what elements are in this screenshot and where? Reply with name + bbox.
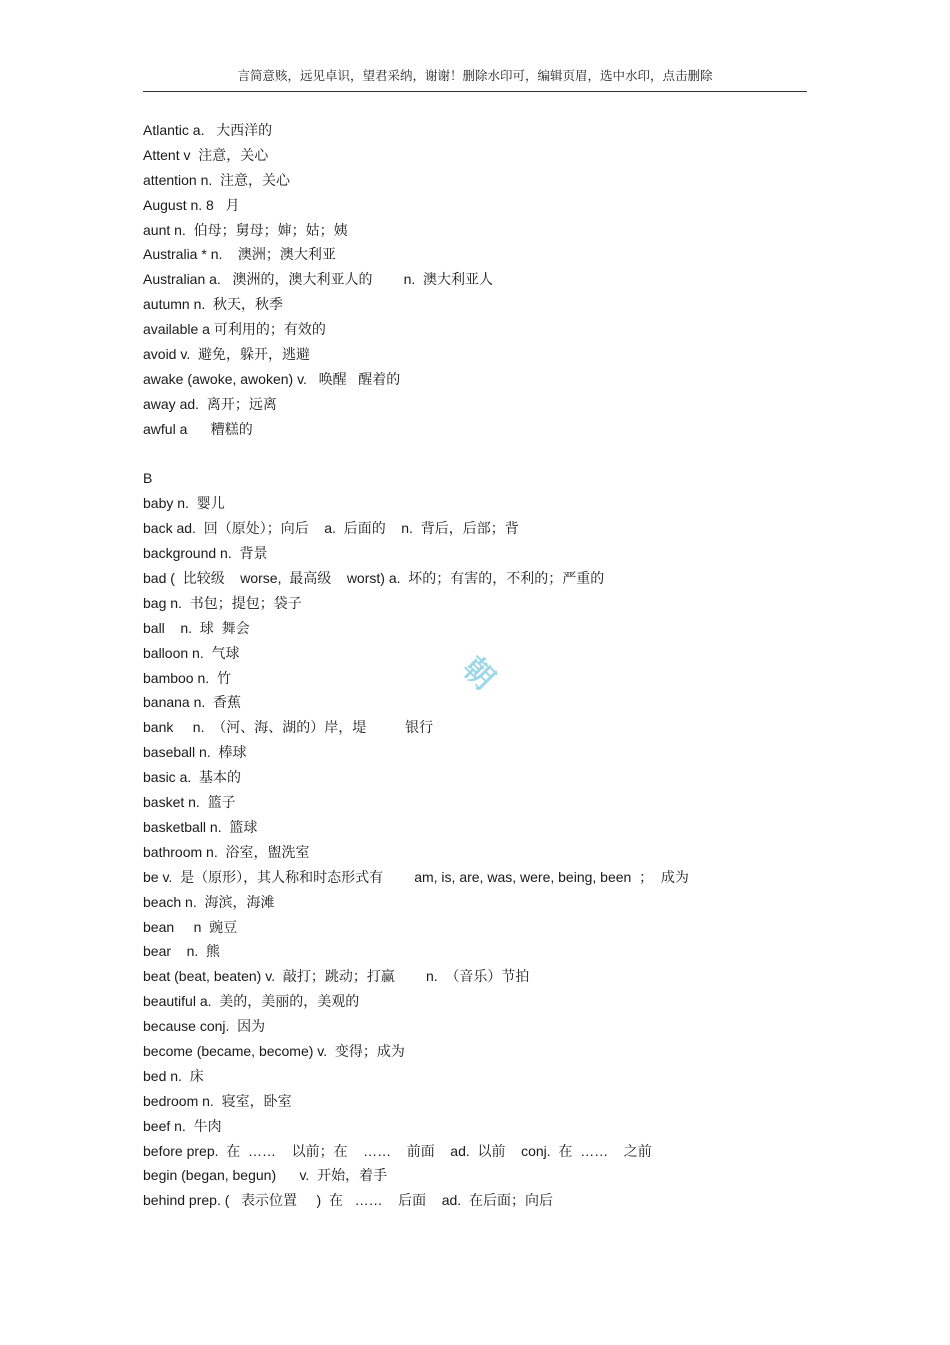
vocabulary-entry: bear n. 熊 xyxy=(143,943,221,960)
vocabulary-entry: beat (beat, beaten) v. 敲打；跳动；打赢 n. （音乐）节拍 xyxy=(143,968,530,985)
vocabulary-entry: before prep. 在 …… 以前；在 …… 前面 ad. 以前 conj. 在 …… 之前 xyxy=(143,1142,652,1159)
vocabulary-list xyxy=(143,118,843,1213)
vocabulary-entry: bamboo n. 竹 xyxy=(143,669,231,686)
vocabulary-entry: autumn n. 秋天，秋季 xyxy=(143,296,284,313)
vocabulary-entry: August n. 8 月 xyxy=(143,196,240,213)
vocabulary-entry: Attent v 注意，关心 xyxy=(143,146,269,163)
vocabulary-entry: available a 可利用的；有效的 xyxy=(143,321,326,338)
vocabulary-entry: bad ( 比较级 worse, 最高级 worst) a. 坏的；有害的，不利的；严重的 xyxy=(143,570,605,587)
vocabulary-entry: Australia * n. 澳洲；澳大利亚 xyxy=(143,246,336,263)
vocabulary-entry: balloon n. 气球 xyxy=(143,644,240,661)
vocabulary-entry: Atlantic a. 大西洋的 xyxy=(143,122,273,138)
vocabulary-entry: beef n. 牛肉 xyxy=(143,1117,222,1134)
vocabulary-entry: bean n 豌豆 xyxy=(143,918,238,935)
vocabulary-entry: banana n. 香蕉 xyxy=(143,694,242,711)
vocabulary-entry: attention n. 注意，关心 xyxy=(143,171,291,188)
section-letter: B xyxy=(143,470,153,487)
watermark-stamp: 朝 xyxy=(455,650,502,697)
vocabulary-entry: avoid v. 避免，躲开，逃避 xyxy=(143,346,310,363)
vocabulary-entry: basketball n. 篮球 xyxy=(143,818,258,835)
vocabulary-entry: be v. 是（原形），其人称和时态形式有 am, is, are, was, were, being, been ； 成为 xyxy=(143,868,689,885)
vocabulary-entry: bank n. （河、海、湖的）岸，堤 银行 xyxy=(143,719,434,736)
vocabulary-entry: basket n. 篮子 xyxy=(143,794,236,811)
vocabulary-entry: basic a. 基本的 xyxy=(143,769,242,786)
vocabulary-entry: away ad. 离开；远离 xyxy=(143,395,277,412)
vocabulary-entry: begin (began, begun) v. 开始，着手 xyxy=(143,1167,388,1184)
vocabulary-entry: beach n. 海滨，海滩 xyxy=(143,893,275,910)
header-divider xyxy=(143,91,807,92)
vocabulary-entry: ball n. 球 舞会 xyxy=(143,619,250,636)
vocabulary-entry: background n. 背景 xyxy=(143,545,268,562)
vocabulary-entry: bag n. 书包；提包；袋子 xyxy=(143,594,302,611)
vocabulary-entry: aunt n. 伯母；舅母；婶；姑；姨 xyxy=(143,221,348,238)
vocabulary-entry: bedroom n. 寝室，卧室 xyxy=(143,1092,292,1109)
vocabulary-entry: awful a 糟糕的 xyxy=(143,420,253,437)
vocabulary-entry: beautiful a. 美的，美丽的，美观的 xyxy=(143,993,360,1010)
vocabulary-entry: behind prep. ( 表示位置 ) 在 …… 后面 ad. 在后面；向后 xyxy=(143,1192,553,1209)
vocabulary-entry: baby n. 婴儿 xyxy=(143,495,225,512)
vocabulary-entry: Australian a. 澳洲的，澳大利亚人的 n. 澳大利亚人 xyxy=(143,271,494,288)
vocabulary-entry: become (became, become) v. 变得；成为 xyxy=(143,1042,405,1059)
vocabulary-entry: back ad. 回（原处）；向后 a. 后面的 n. 背后，后部；背 xyxy=(143,520,519,537)
vocabulary-entry: bed n. 床 xyxy=(143,1067,204,1084)
blank-line xyxy=(143,442,843,467)
vocabulary-entry: awake (awoke, awoken) v. 唤醒 醒着的 xyxy=(143,370,401,387)
vocabulary-entry: bathroom n. 浴室，盥洗室 xyxy=(143,843,310,860)
vocabulary-entry: because conj. 因为 xyxy=(143,1018,266,1035)
vocabulary-entry: baseball n. 棒球 xyxy=(143,744,247,761)
page-header: 言简意赅，远见卓识，望君采纳，谢谢！删除水印可，编辑页眉，选中水印，点击删除 xyxy=(237,69,713,83)
